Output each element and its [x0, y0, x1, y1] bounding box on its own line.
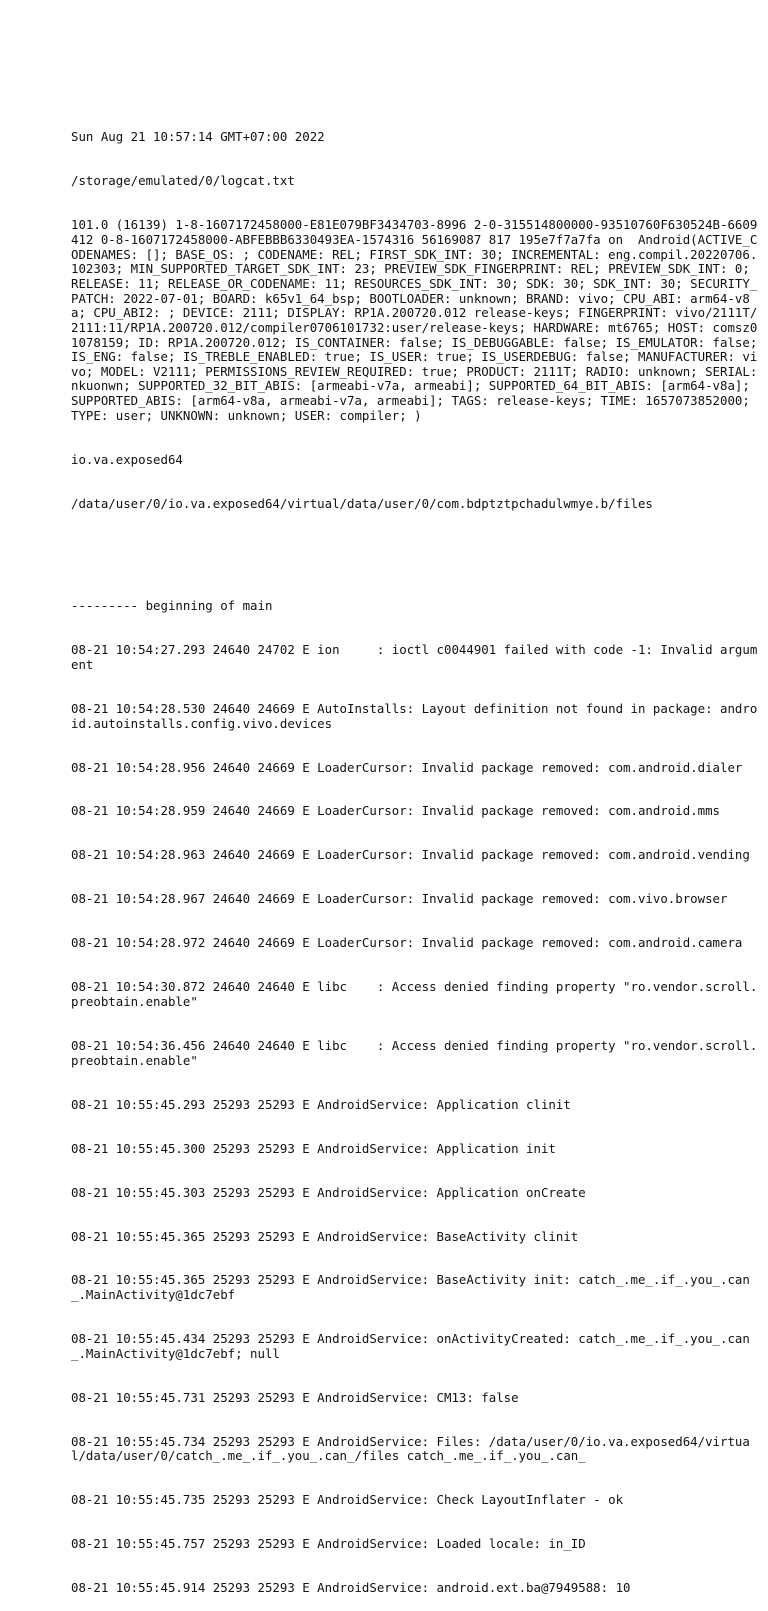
log-entry: 08-21 10:55:45.735 25293 25293 E AndroidService: Check LayoutInflater - ok [71, 1492, 624, 1508]
build-info: 101.0 (16139) 1-8-1607172458000-E81E079BF3434703-8996 2-0-315514800000-93510760F630524B-6609412 0-8-1607172458000-ABFEBBB6330493EA-1574316 56169087 817 195e7f7a7fa on Android(ACTIVE_CODENAMES: []; BASE_OS: ; CODENAME: REL; FIRST_SDK_INT: 30; INCREMENTAL: eng.compil.20220706.102303; MIN_SUPPORTED_TARGET_SDK_INT: 23; PREVIEW_SDK_FINGERPRINT: REL; PREVIEW_SDK_INT: 0; RELEASE: 11; RELEASE_OR_CODENAME: 11; RESOURCES_SDK_INT: 30; SDK: 30; SDK_INT: 30; SECURITY_PATCH: 2022-07-01; BOARD: k65v1_64_bsp; BOOTLOADER: unknown; BRAND: vivo; CPU_ABI: arm64-v8a; CPU_ABI2: ; DEVICE: 2111; DISPLAY: RP1A.200720.012 release-keys; FINGERPRINT: vivo/2111T/2111:11/RP1A.200720.012/compiler0706101732:user/release-keys; HARDWARE: mt6765; HOST: comsz01078159; ID: RP1A.200720.012; IS_CONTAINER: false; IS_DEBUGGABLE: false; IS_EMULATOR: false; IS_ENG: false; IS_TREBLE_ENABLED: true; IS_USER: true; IS_USERDEBUG: false; MANUFACTURER: vivo; MODEL: V2111; PERMISSIONS_REVIEW_REQUIRED: true; PRODUCT: 2111T; RADIO: unknown; SERIAL: nkuonwn; SUPPORTED_32_BIT_ABIS: [armeabi-v7a, armeabi]; SUPPORTED_64_BIT_ABIS: [arm64-v8a]; SUPPORTED_ABIS: [arm64-v8a, armeabi-v7a, armeabi]; TAGS: release-keys; TIME: 1657073852000; TYPE: user; UNKNOWN: unknown; USER: compiler; ) [71, 217, 765, 423]
log-entry: 08-21 10:55:45.365 25293 25293 E AndroidService: BaseActivity clinit [71, 1228, 579, 1244]
log-entry: 08-21 10:54:28.963 24640 24669 E LoaderCursor: Invalid package removed: com.android.vending [71, 847, 750, 863]
log-entry: 08-21 10:55:45.914 25293 25293 E AndroidService: android.ext.ba@7949588: 10 [71, 1580, 631, 1596]
files-dir: /data/user/0/io.va.exposed64/virtual/data/user/0/com.bdptztpchadulwmye.b/files [71, 495, 653, 511]
log-entry: 08-21 10:54:28.530 24640 24669 E AutoInstalls: Layout definition not found in package: android.autoinstalls.config.vivo.devices [71, 700, 758, 731]
log-entry: 08-21 10:55:45.300 25293 25293 E AndroidService: Application init [71, 1140, 556, 1156]
log-entry: 08-21 10:55:45.757 25293 25293 E AndroidService: Loaded locale: in_ID [71, 1536, 586, 1552]
logcat-document [71, 101, 765, 1611]
log-entry: 08-21 10:55:45.731 25293 25293 E AndroidService: CM13: false [71, 1389, 519, 1405]
log-entry: 08-21 10:55:45.434 25293 25293 E AndroidService: onActivityCreated: catch_.me_.if_.you_.can_.MainActivity@1dc7ebf; null [71, 1331, 750, 1361]
log-entry: 08-21 10:55:45.303 25293 25293 E AndroidService: Application onCreate [71, 1184, 586, 1200]
log-entry: 08-21 10:54:28.959 24640 24669 E LoaderCursor: Invalid package removed: com.android.mms [71, 803, 721, 819]
log-entry: 08-21 10:54:27.293 24640 24702 E ion : ioctl c0044901 failed with code -1: Invalid argument [71, 642, 758, 672]
log-file-path: /storage/emulated/0/logcat.txt [71, 173, 295, 189]
blank-separator [71, 541, 761, 570]
log-timestamp: Sun Aug 21 10:57:14 GMT+07:00 2022 [71, 129, 325, 145]
log-entry: 08-21 10:54:30.872 24640 24640 E libc : Access denied finding property "ro.vendor.scroll.preobtain.enable" [71, 979, 758, 1010]
log-entry: 08-21 10:55:45.293 25293 25293 E AndroidService: Application clinit [71, 1096, 571, 1112]
log-entry: 08-21 10:54:28.956 24640 24669 E LoaderCursor: Invalid package removed: com.android.dialer [71, 759, 743, 775]
log-entry: 08-21 10:55:45.734 25293 25293 E AndroidService: Files: /data/user/0/io.va.exposed64/virtual/data/user/0/catch_.me_.if_.you_.can_/files catch_.me_.if_.you_.can_ [71, 1433, 750, 1464]
log-entry: 08-21 10:54:36.456 24640 24640 E libc : Access denied finding property "ro.vendor.scroll.preobtain.enable" [71, 1037, 758, 1068]
log-entry: 08-21 10:54:28.967 24640 24669 E LoaderCursor: Invalid package removed: com.vivo.browser [71, 891, 728, 907]
package-name: io.va.exposed64 [71, 451, 183, 467]
section-marker: --------- beginning of main [71, 598, 273, 614]
log-entry: 08-21 10:54:28.972 24640 24669 E LoaderCursor: Invalid package removed: com.android.camera [71, 935, 743, 951]
log-entry: 08-21 10:55:45.365 25293 25293 E AndroidService: BaseActivity init: catch_.me_.if_.you_.can_.MainActivity@1dc7ebf [71, 1272, 750, 1303]
